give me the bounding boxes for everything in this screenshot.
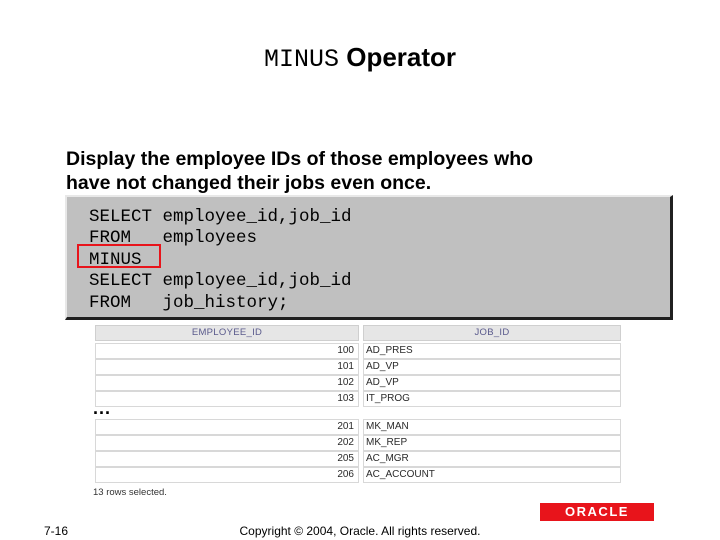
cell-job-id: MK_REP <box>363 435 621 451</box>
table-row <box>95 391 621 407</box>
table-row <box>95 451 621 467</box>
table-header <box>95 325 621 341</box>
minus-highlight-box <box>77 244 161 268</box>
table-row <box>95 343 621 359</box>
rows-selected-count: 13 rows selected. <box>93 487 167 498</box>
cell-employee-id: 100 <box>95 343 359 359</box>
cell-employee-id: 201 <box>95 419 359 435</box>
table-row <box>95 419 621 435</box>
copyright-notice: Copyright © 2004, Oracle. All rights reserved. <box>239 524 481 538</box>
code-line-4: SELECT employee_id,job_id <box>89 271 352 291</box>
title-text: Operator <box>346 42 457 72</box>
cell-job-id: AD_PRES <box>363 343 621 359</box>
code-line-2: FROM employees <box>89 228 258 248</box>
cell-employee-id: 103 <box>95 391 359 407</box>
cell-job-id: AC_ACCOUNT <box>363 467 621 483</box>
cell-job-id: AD_VP <box>363 375 621 391</box>
code-line-3: MINUS <box>89 250 142 270</box>
lead-line-1: Display the employee IDs of those employees who <box>66 148 534 170</box>
cell-job-id: IT_PROG <box>363 391 621 407</box>
cell-employee-id: 202 <box>95 435 359 451</box>
cell-employee-id: 206 <box>95 467 359 483</box>
cell-employee-id: 205 <box>95 451 359 467</box>
header-job-id: JOB_ID <box>363 325 621 341</box>
table-row <box>95 467 621 483</box>
title-keyword: MINUS <box>263 45 339 74</box>
header-employee-id: EMPLOYEE_ID <box>95 325 359 341</box>
cell-employee-id: 101 <box>95 359 359 375</box>
cell-job-id: AC_MGR <box>363 451 621 467</box>
rows-omitted-ellipsis: ... <box>93 398 112 418</box>
lead-text <box>66 147 626 195</box>
table-row <box>95 435 621 451</box>
code-line-5: FROM job_history; <box>89 293 289 313</box>
table-row <box>95 359 621 375</box>
code-line-1: SELECT employee_id,job_id <box>89 207 352 227</box>
oracle-logo: ORACLE <box>540 503 654 521</box>
cell-job-id: MK_MAN <box>363 419 621 435</box>
page-number: 7-16 <box>44 524 69 538</box>
slide-title <box>0 42 720 74</box>
table-row <box>95 375 621 391</box>
cell-job-id: AD_VP <box>363 359 621 375</box>
lead-line-2: have not changed their jobs even once. <box>66 172 432 194</box>
cell-employee-id: 102 <box>95 375 359 391</box>
